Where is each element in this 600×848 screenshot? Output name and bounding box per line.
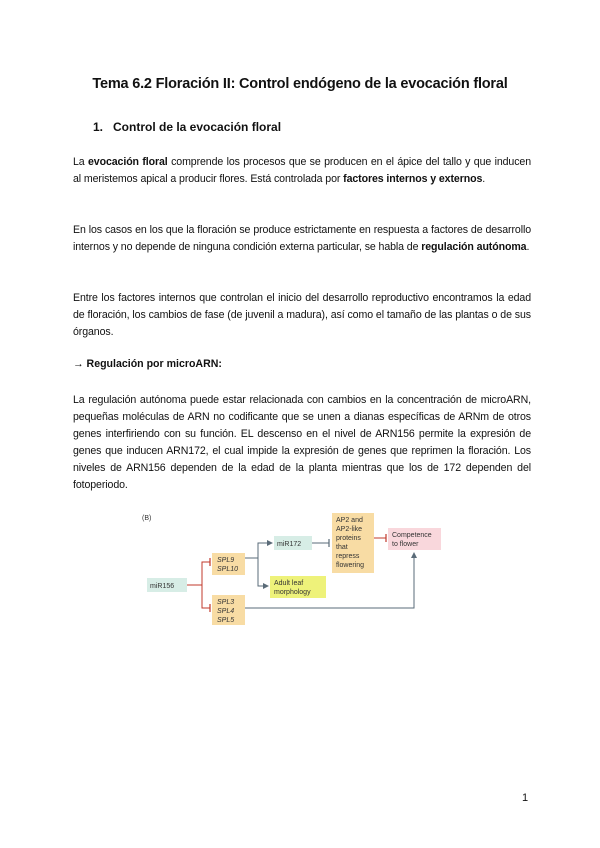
subheading-microarn: → Regulación por microARN:: [73, 358, 222, 370]
p1-bold-factores: factores internos y externos: [343, 173, 483, 185]
page-title: Tema 6.2 Floración II: Control endógeno de la evocación floral: [92, 76, 508, 92]
ap2-line-6: flowering: [336, 562, 365, 569]
competence-line-2: to flower: [392, 541, 419, 548]
ap2-line-4: that: [336, 544, 348, 551]
adult-label-1: Adult leaf: [274, 580, 304, 587]
mirna-pathway-figure: [140, 508, 460, 628]
p1-text-e: .: [482, 173, 486, 185]
paragraph-microarn: La regulación autónoma puede estar relacionada con cambios en la concentración de microARN, pequeñas moléculas de ARN no codificante que se unen a dianas específicas de ARNm de otros genes interfiriendo con su función. EL descenso en el nivel de ARN156 permite la expresión de genes que inducen ARN172, el cual impide la expresión de genes que reprimen la floración. Los niveles de ARN156 dependen de la edad de la planta mientras que los de 172 dependen del fotoperiodo.: [73, 394, 531, 491]
spl9-to-adult-arrow: [258, 558, 268, 586]
section-title: Control de la evocación floral: [113, 120, 282, 134]
mir172-label: miR172: [277, 541, 302, 548]
ap2-line-2: AP2-like: [336, 526, 363, 533]
spl3-label: SPL3: [217, 599, 235, 606]
adult-label-2: morphology: [274, 589, 311, 596]
paragraph-evocacion: [73, 154, 531, 188]
p2-text-c: .: [526, 241, 530, 253]
p1-text-a: La: [73, 156, 89, 168]
spl10-label: SPL10: [217, 566, 239, 573]
page-number: 1: [522, 792, 529, 804]
p1-text-c: comprende los procesos que se producen en el ápice del tallo y que inducen al meristemos apical a producir flores. Está controlada por: [73, 156, 532, 185]
paragraph-factores-internos: Entre los factores internos que controlan el inicio del desarrollo reproductivo encontramos la edad de floración, los cambios de fase (de juvenil a madura), así como el tamaño de las plantas o de sus órganos.: [73, 292, 531, 338]
spl4-label: SPL4: [217, 608, 235, 615]
spl5-label: SPL5: [217, 617, 235, 624]
ap2-line-1: AP2 and: [336, 517, 363, 524]
mir156-to-spl3-inhibit: [202, 585, 210, 608]
competence-line-1: Competence: [392, 532, 432, 539]
paragraph-autonoma: [73, 222, 531, 256]
p2-text-a: En los casos en los que la floración se produce estrictamente en respuesta a factores de desarrollo internos y no depende de ninguna condición externa particular, se habla de: [73, 224, 531, 253]
mir156-to-spl9-inhibit: [187, 562, 210, 585]
figure-label: (B): [142, 515, 152, 522]
spl9-label: SPL9: [217, 557, 235, 564]
p1-bold-evocacion: evocación floral: [88, 156, 168, 168]
section-number: 1.: [93, 120, 104, 134]
spl9-to-mir172-arrow: [245, 543, 272, 558]
section-heading: [93, 120, 281, 134]
ap2-line-5: repress: [336, 553, 360, 560]
mir156-label: miR156: [150, 583, 175, 590]
ap2-line-3: proteins: [336, 535, 361, 542]
p2-bold-regulacion: regulación autónoma: [421, 241, 527, 253]
